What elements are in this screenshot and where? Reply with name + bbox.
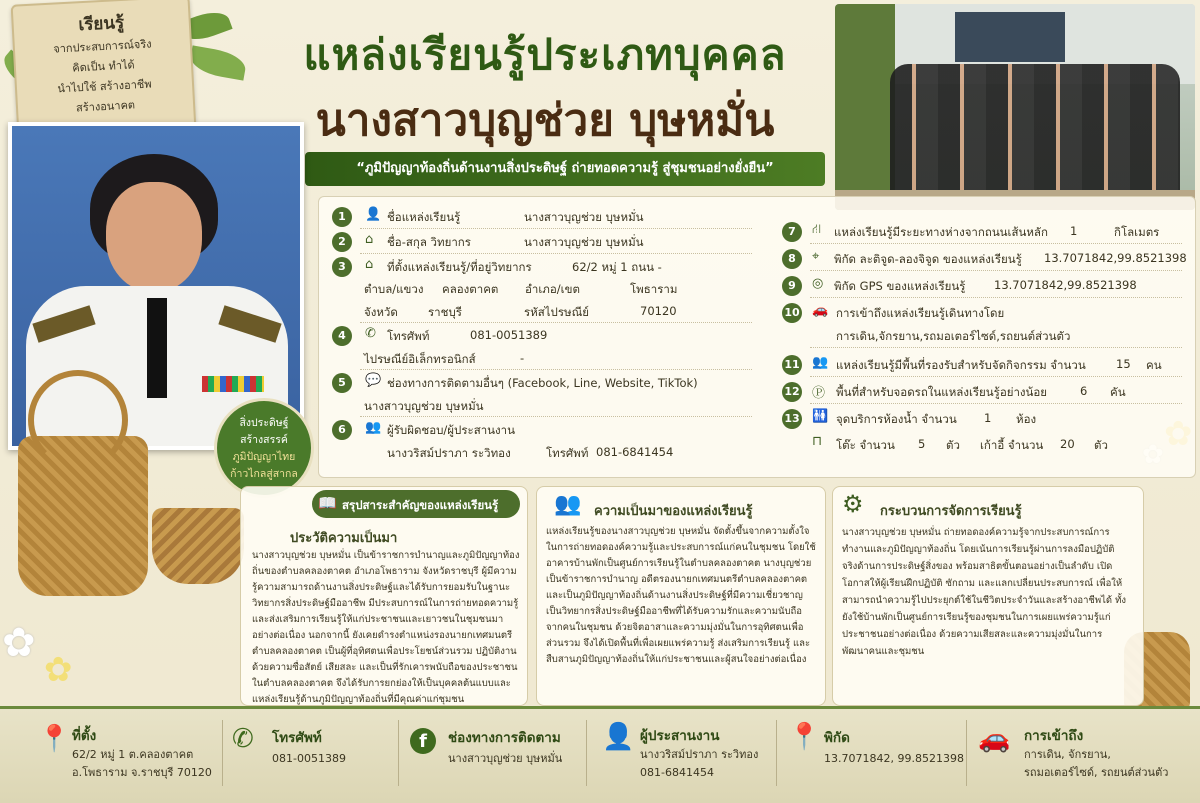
item-number: 12 [782,382,802,402]
process-heading: กระบวนการจัดการเรียนรู้ [880,504,1022,519]
speaker-name-value: นางสาวบุญช่วย บุษหมั่น [524,235,644,249]
footer-location-label: ที่ตั้ง [72,728,97,744]
badge-line: ก้าวไกลสู่สากล [230,468,298,480]
restroom-icon: 🚻 [812,409,829,424]
history-heading: ประวัติความเป็นมา [290,531,398,546]
footer-phone [232,712,402,794]
map-pin-icon: ⌖ [812,249,820,264]
item-number: 3 [332,257,352,277]
footer-access-line2: รถมอเตอร์ไซด์, รถยนต์ส่วนตัว [1024,766,1169,779]
footer-location-line1: 62/2 หมู่ 1 ต.คลองตาคต [72,748,194,761]
parking-icon: Ⓟ [812,386,826,401]
chat-icon: 💬 [365,373,382,388]
coordinator-label: ผู้รับผิดชอบ/ผู้ประสานงาน [387,423,515,437]
house-icon: ⌂ [365,257,374,272]
footer-access-label: การเข้าถึง [1024,728,1084,744]
phone-icon: ✆ [365,326,376,341]
address-house-value: 62/2 หมู่ 1 ถนน - [572,260,662,274]
learning-source-name-label: ชื่อแหล่งเรียนรู้ [387,210,461,224]
footer-divider [222,720,223,786]
phone-icon: ✆ [232,724,254,754]
origin-text: แหล่งเรียนรู้ของนางสาวบุญช่วย บุษหมั่น จัดตั้งขึ้นจากความตั้งใจในการถ่ายทอดองค์ความรู้และประสบการณ์แก่คนในชุมชน โดยใช้อาคารบ้านพักเป็นศูนย์การเรียนรู้ในตำบลคลองตาคต นางบุญช่วยเป็นข้าราชการบำนาญ อดีตรองนายกเทศมนตรีตำบลคลองตาคต และเป็นภูมิปัญญาท้องถิ่นด้านงานสิ่งประดิษฐ์ที่มีความเชี่ยวชาญ เป็นวิทยากรสิ่งประดิษฐ์มืออาชีพที่ได้รับความรักและความนับถือจากคนในชุมชน ด้วยจิตอาสาและความมุ่งมั่นในการอุทิศตนเพื่อส่วนรวม จึงได้เปิดพื้นที่เพื่อเผยแพร่ความรู้ ส่งเสริมการเรียนรู้ และสืบสานภูมิปัญญาท้องถิ่นให้แก่ประชาชนและผู้สนใจอย่างต่อเนื่อง [546,526,816,665]
item-number: 1 [332,207,352,227]
map-pin-icon: 📍 [38,724,71,754]
sign-title: เรียนรู้ [77,12,125,36]
chair-value: 20 [1060,437,1075,451]
row-divider [810,347,1182,348]
item-number: 2 [332,232,352,252]
coordinator-value: นางวริสม์ปราภา ระวิทอง [387,446,511,460]
table-value: 5 [918,437,926,451]
distance-value: 1 [1070,224,1078,238]
footer-divider [398,720,399,786]
parking-unit: คัน [1110,385,1126,399]
district-value: โพธาราม [630,282,678,296]
portrait-face [106,182,202,292]
footer-coords [788,712,964,794]
sign-line: คิดเป็น ทำได้ [71,58,135,75]
speaker-name-label: ชื่อ-สกุล วิทยากร [387,235,471,249]
history-text: นางสาวบุญช่วย บุษหมั่น เป็นข้าราชการบำนาญและภูมิปัญญาท้องถิ่นของตำบลคลองตาคต อำเภอโพธาราม จังหวัดราชบุรี ผู้มีความรู้ความสามารถด้านงานสิ่งประดิษฐ์และได้รับการยอมรับในฐานะวิทยากรสิ่งประดิษฐ์มืออาชีพ มีประสบการณ์ในการถ่ายทอดความรู้และส่งเสริมการเรียนรู้ให้แก่ประชาชนและเยาวชนในชุมชนมาอย่างต่อเนื่อง นอกจากนี้ ยังเคยดำรงตำแหน่งรองนายกเทศมนตรีตำบลคลองตาคต เป็นผู้ที่อุทิศตนเพื่อประโยชน์ส่วนรวม ปฏิบัติงานด้วยความซื่อสัตย์ เสียสละ และเป็นที่รักเคารพนับถือของประชาชนในตำบลคลองตาคต จึงได้รับการยกย่องให้เป็นบุคคลต้นแบบและแหล่งเรียนรู้ด้านภูมิปัญญาท้องถิ่นที่มีคุณค่าแก่ชุมชน [252,550,520,705]
person-icon: 👤 [602,722,635,752]
coordinator-phone-value: 081-6841454 [596,445,674,459]
row-divider [360,322,752,323]
row-divider [360,253,752,254]
item-number: 7 [782,222,802,242]
subdistrict-value: คลองตาคต [442,282,499,296]
facebook-icon[interactable]: f [410,728,436,754]
access-label: การเข้าถึงแหล่งเรียนรู้เดินทางโดย [836,306,1005,320]
small-basket-decoration [152,508,244,584]
group-photo [835,4,1195,210]
slogan-banner: “ภูมิปัญญาท้องถิ่นด้านงานสิ่งประดิษฐ์ ถ่ายทอดความรู้ สู่ชุมชนอย่างยั่งยืน” [305,152,825,186]
photo-tree [835,4,895,210]
home-icon: ⌂ [365,232,374,247]
item-number: 6 [332,420,352,440]
subdistrict-label: ตำบล/แขวง [364,282,424,296]
latlong-label: พิกัด ละติจูด-ลองจิจูด ของแหล่งเรียนรู้ [834,252,1022,266]
people-icon: 👥 [365,420,382,435]
footer-follow-label: ช่องทางการติดตาม [448,730,561,746]
latlong-value: 13.7071842,99.8521398 [1044,251,1187,265]
restroom-value: 1 [984,411,992,425]
footer-divider [776,720,777,786]
email-label: ไปรษณีย์อิเล็กทรอนิกส์ [364,352,476,366]
gear-icon: ⚙ [842,490,864,518]
footer-location-line2: อ.โพธาราม จ.ราชบุรี 70120 [72,766,212,779]
row-divider [810,403,1182,404]
footer-coords-value: 13.7071842, 99.8521398 [824,752,964,765]
footer-follow [408,712,584,794]
item-number: 9 [782,276,802,296]
row-divider [810,243,1182,244]
item-number: 5 [332,373,352,393]
badge-line: ภูมิปัญญาไทย [232,451,296,463]
table-label: โต๊ะ จำนวน [836,438,895,452]
process-text: นางสาวบุญช่วย บุษหมั่น ถ่ายทอดองค์ความรู้จากประสบการณ์การทำงานและภูมิปัญญาท้องถิ่น โดยเน้นการเรียนรู้ผ่านการลงมือปฏิบัติจริงด้านการประดิษฐ์สิ่งของ พร้อมสาธิตขั้นตอนอย่างเป็นลำดับ เปิดโอกาสให้ผู้เรียนฝึกปฏิบัติ ซักถาม และแลกเปลี่ยนประสบการณ์ เพื่อให้สามารถนำความรู้ไปประยุกต์ใช้ในชีวิตประจำวันและสร้างอาชีพได้ ทั้งยังใช้บ้านพักเป็นศูนย์การเรียนรู้ของชุมชนในการเผยแพร่ความรู้แก่ประชาชนอย่างต่อเนื่อง ด้วยความเสียสละและความมุ่งมั่นในการพัฒนาคนและชุมชน [842,527,1127,657]
item-number: 4 [332,326,352,346]
phone-label: โทรศัพท์ [387,329,430,343]
zip-label: รหัสไปรษณีย์ [524,305,590,319]
person-name-title: นางสาวบุญช่วย บุษหมั่น [315,95,775,146]
gps-label: พิกัด GPS ของแหล่งเรียนรู้ [834,279,966,293]
book-icon: 📖 [318,494,337,512]
sign-line: นำไปใช้ สร้างอาชีพ [57,77,152,96]
follow-channels-value: นางสาวบุญช่วย บุษหมั่น [364,399,484,413]
distance-unit: กิโลเมตร [1114,225,1160,239]
row-divider [360,369,752,370]
basket-handle [28,370,128,470]
gps-value: 13.7071842,99.8521398 [994,278,1137,292]
flower-decoration: ✿ [2,620,36,666]
group-icon: 👥 [812,355,829,370]
flower-decoration: ✿ [44,650,73,690]
chair-unit: ตัว [1094,438,1108,452]
photo-poster [955,12,1065,62]
learning-source-name-value: นางสาวบุญช่วย บุษหมั่น [524,210,644,224]
row-divider [810,270,1182,271]
page-title: แหล่งเรียนรู้ประเภทบุคคล [303,30,787,79]
capacity-label: แหล่งเรียนรู้มีพื้นที่รองรับสำหรับจัดกิจกรรม จำนวน [836,358,1086,372]
footer-location [38,712,228,794]
footer-coordinator [600,712,772,794]
person-icon: 👤 [365,207,382,222]
coordinator-phone-label: โทรศัพท์ [546,446,589,460]
follow-channels-label: ช่องทางการติดตามอื่นๆ (Facebook, Line, Website, TikTok) [387,376,698,390]
table-unit: ตัว [946,438,960,452]
road-icon: ⛙ [812,222,822,237]
capacity-value: 15 [1116,357,1131,371]
portrait-tie [147,298,167,398]
leaf-decoration [188,45,248,80]
sign-line: สร้างอนาคต [75,98,136,115]
parking-value: 6 [1080,384,1088,398]
footer-coordinator-phone: 081-6841454 [640,766,714,779]
photo-people [890,64,1180,204]
footer-divider [586,720,587,786]
badge-line: สิ่งประดิษฐ์ [239,417,289,429]
phone-value: 081-0051389 [470,328,548,342]
badge-line: สร้างสรรค์ [240,434,288,446]
item-number: 11 [782,355,802,375]
invention-badge [214,398,314,498]
footer-access [978,712,1188,794]
footer-coordinator-label: ผู้ประสานงาน [640,728,720,744]
gps-icon: ◎ [812,276,824,291]
table-chair-icon: ⊓ [812,434,823,449]
access-value: การเดิน,จักรยาน,รถมอเตอร์ไซด์,รถยนต์ส่วนตัว [836,329,1071,343]
district-label: อำเภอ/เขต [525,282,580,296]
footer-coordinator-name: นางวริสม์ปราภา ระวิทอง [640,748,759,761]
map-pin-icon: 📍 [788,722,821,752]
restroom-unit: ห้อง [1016,412,1037,426]
footer-divider [966,720,967,786]
parking-label: พื้นที่สำหรับจอดรถในแหล่งเรียนรู้อย่างน้อย [836,385,1048,399]
learning-sign [11,0,197,139]
portrait-ribbons [202,376,264,392]
row-divider [360,416,752,417]
summary-tab-label: สรุปสาระสำคัญของแหล่งเรียนรู้ [342,498,499,512]
origin-heading: ความเป็นมาของแหล่งเรียนรู้ [594,504,753,519]
capacity-unit: คน [1146,358,1162,372]
chair-label: เก้าอี้ จำนวน [980,438,1044,452]
item-number: 13 [782,409,802,429]
row-divider [810,376,1182,377]
email-value: - [520,351,525,365]
zip-value: 70120 [640,304,677,318]
group-icon: 👥 [554,492,582,517]
address-label: ที่ตั้งแหล่งเรียนรู้/ที่อยู่วิทยากร [387,260,532,274]
row-divider [810,297,1182,298]
row-divider [360,228,752,229]
footer-coords-label: พิกัด [824,730,850,746]
sign-line: จากประสบการณ์จริง [52,37,152,56]
footer-phone-value: 081-0051389 [272,752,346,765]
footer-access-line1: การเดิน, จักรยาน, [1024,748,1111,761]
distance-label: แหล่งเรียนรู้มีระยะทางห่างจากถนนเส้นหลัก [834,225,1048,239]
restroom-label: จุดบริการห้องน้ำ จำนวน [836,412,957,426]
province-label: จังหวัด [364,305,398,319]
item-number: 8 [782,249,802,269]
item-number: 10 [782,303,802,323]
footer-phone-label: โทรศัพท์ [272,730,322,746]
footer-follow-value: นางสาวบุญช่วย บุษหมั่น [448,752,563,765]
province-value: ราชบุรี [428,305,462,319]
car-icon: 🚗 [812,303,829,318]
car-icon: 🚗 [978,724,1011,754]
